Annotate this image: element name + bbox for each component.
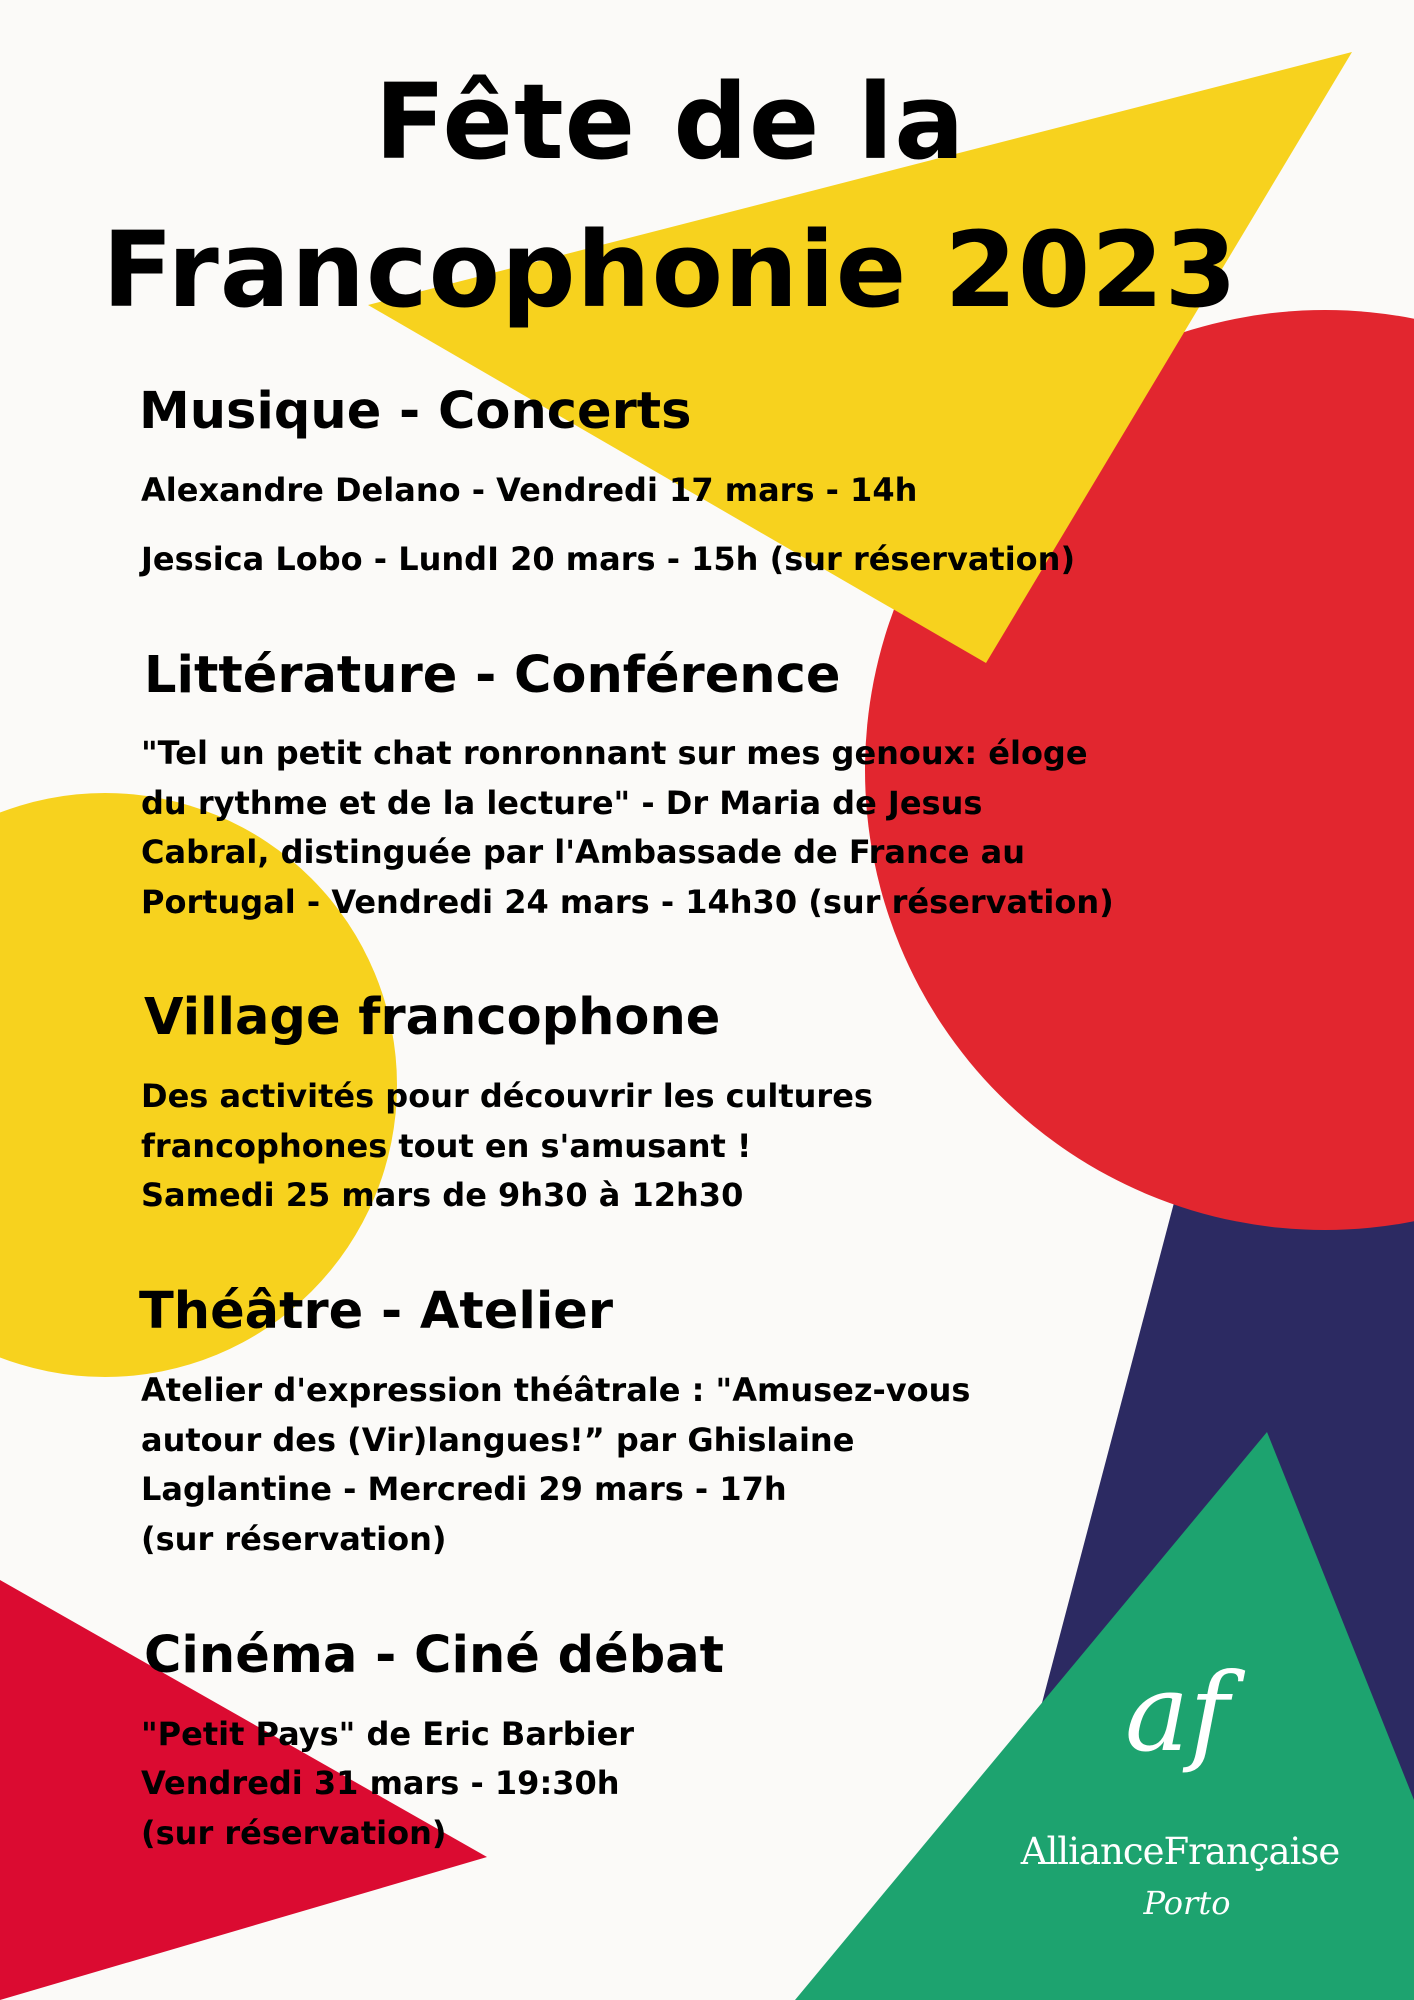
event-line: francophones tout en s'amusant !: [141, 1127, 752, 1165]
event-line: Des activités pour découvrir les cultures: [141, 1077, 873, 1115]
logo-name: AllianceFrançaise: [1020, 1830, 1340, 1873]
event-line: Cabral, distinguée par l'Ambassade de France au: [141, 833, 1025, 871]
event-line: du rythme et de la lecture" - Dr Maria de Jesus: [141, 784, 983, 822]
poster-title-line-2: Francophonie 2023: [102, 209, 1238, 331]
event-line: "Tel un petit chat ronronnant sur mes genoux: éloge: [141, 734, 1088, 772]
poster-title-line-1: Fête de la: [374, 61, 966, 183]
section-heading-musique: Musique - Concerts: [139, 382, 692, 441]
event-line: (sur réservation): [141, 1814, 447, 1852]
event-line: Atelier d'expression théâtrale : "Amusez-vous: [141, 1371, 971, 1409]
section-heading-village: Village francophone: [144, 988, 721, 1047]
event-line: (sur réservation): [141, 1520, 447, 1558]
event-line: autour des (Vir)langues!” par Ghislaine: [141, 1421, 855, 1459]
event-line: Samedi 25 mars de 9h30 à 12h30: [141, 1176, 744, 1214]
section-heading-cinema: Cinéma - Ciné débat: [144, 1626, 725, 1685]
event-line: Portugal - Vendredi 24 mars - 14h30 (sur réservation): [141, 883, 1114, 921]
event-line: Jessica Lobo - LundI 20 mars - 15h (sur réservation): [141, 540, 1076, 578]
event-line: Vendredi 31 mars - 19:30h: [141, 1764, 620, 1802]
af-logo-mark: af: [1124, 1651, 1230, 1776]
event-line: "Petit Pays" de Eric Barbier: [141, 1715, 635, 1753]
section-heading-theatre: Théâtre - Atelier: [139, 1282, 614, 1341]
logo-city: Porto: [1143, 1884, 1231, 1922]
event-line: Alexandre Delano - Vendredi 17 mars - 14h: [141, 471, 918, 509]
section-heading-litterature: Littérature - Conférence: [144, 646, 841, 705]
event-line: Laglantine - Mercredi 29 mars - 17h: [141, 1470, 787, 1508]
